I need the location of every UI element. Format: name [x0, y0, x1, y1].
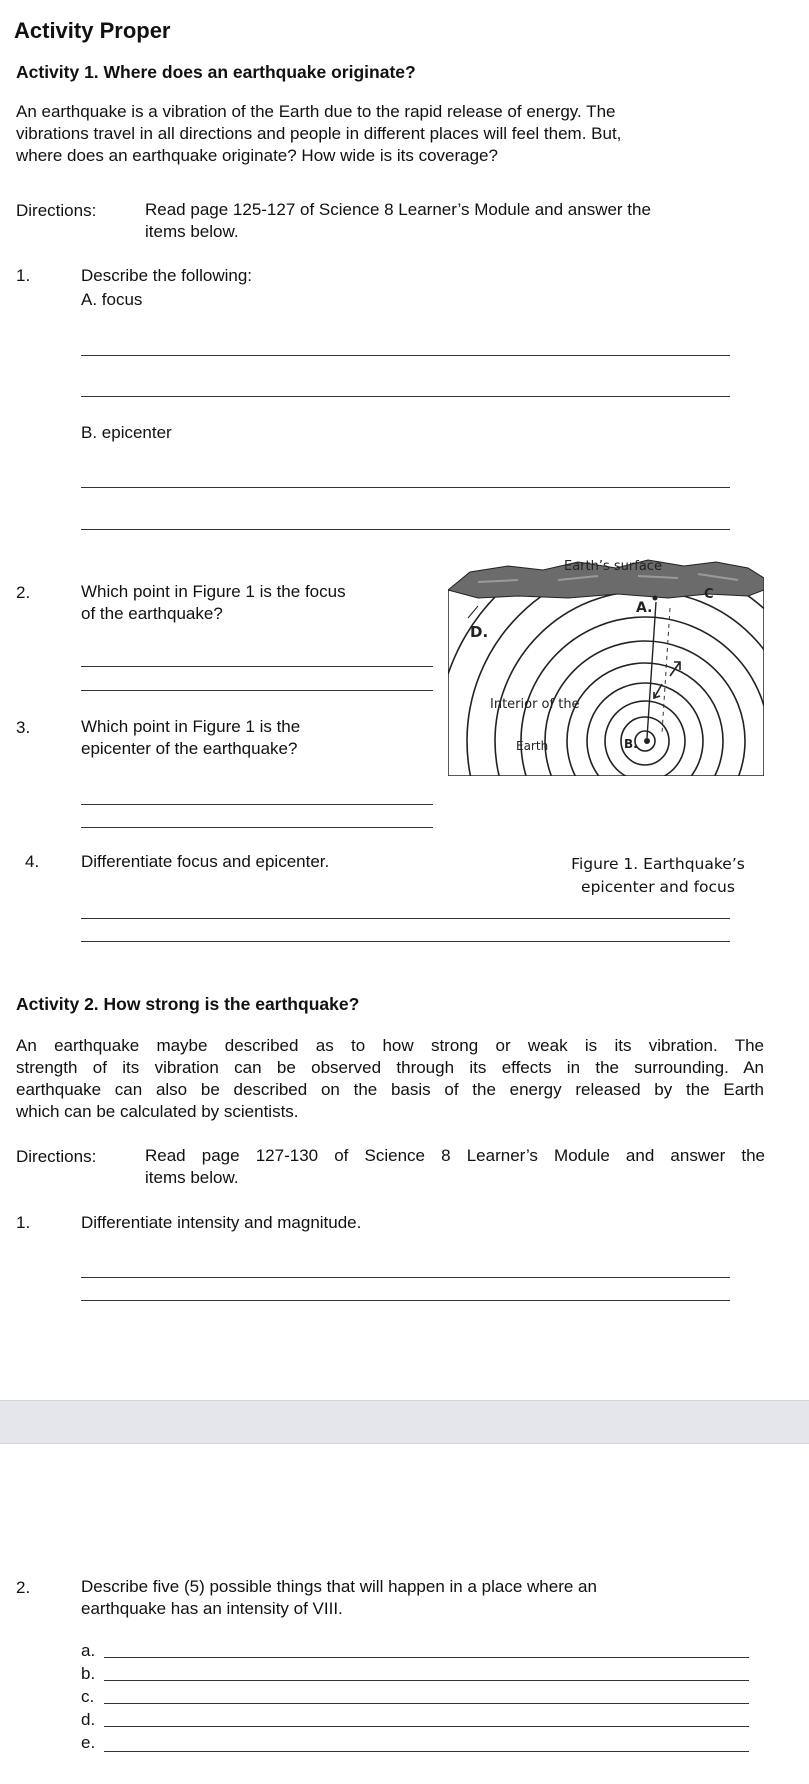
activity2-intro — [16, 1035, 764, 1123]
question-text — [81, 1576, 597, 1620]
activity2-heading: Activity 2. How strong is the earthquake? — [16, 994, 360, 1014]
figure-caption — [538, 853, 778, 899]
question-line: Which point in Figure 1 is the focus — [81, 582, 346, 601]
answer-line[interactable] — [81, 529, 730, 530]
answer-line[interactable] — [104, 1751, 749, 1752]
question-line: earthquake has an intensity of VIII. — [81, 1599, 343, 1618]
directions-label: Directions: — [16, 201, 97, 220]
question-number: 4. — [25, 852, 40, 871]
answer-line[interactable] — [81, 355, 730, 356]
epicenter-point — [653, 596, 658, 601]
label-earth-surface: Earth’s surface — [564, 559, 662, 574]
page-break-gap — [0, 1400, 809, 1443]
answer-line[interactable] — [81, 918, 730, 919]
activity1-heading: Activity 1. Where does an earthquake originate? — [16, 62, 416, 82]
caption-line: Figure 1. Earthquake’s — [571, 855, 745, 873]
label-earth: Earth — [516, 739, 549, 753]
question-number: 1. — [16, 1213, 31, 1232]
directions-line: Read page 125-127 of Science 8 Learner’s Module and answer the — [145, 200, 651, 219]
question-number: 1. — [16, 266, 31, 285]
question-text — [81, 581, 346, 625]
label-c: C — [704, 587, 714, 602]
caption-line: epicenter and focus — [581, 878, 735, 896]
question-line: epicenter of the earthquake? — [81, 739, 298, 758]
intro-line: strength of its vibration can be observed through its effects in the surrounding. An — [16, 1058, 764, 1077]
question-number: 3. — [16, 718, 31, 737]
answer-line[interactable] — [81, 690, 433, 691]
answer-line[interactable] — [81, 1277, 730, 1278]
intro-line: where does an earthquake originate? How wide is its coverage? — [16, 146, 498, 165]
question-line: Which point in Figure 1 is the — [81, 717, 301, 736]
directions-text — [145, 1145, 765, 1189]
intro-line: earthquake can also be described on the basis of the energy released by the Earth — [16, 1080, 764, 1099]
divider — [0, 1443, 809, 1444]
answer-line[interactable] — [81, 666, 433, 667]
answer-line[interactable] — [81, 1300, 730, 1301]
activity1-intro — [16, 101, 621, 167]
question-line: Describe five (5) possible things that will happen in a place where an — [81, 1577, 597, 1596]
question-number: 2. — [16, 583, 31, 602]
divider — [0, 1400, 809, 1401]
question-text: Differentiate focus and epicenter. — [81, 852, 330, 871]
answer-line[interactable] — [81, 487, 730, 488]
answer-line[interactable] — [104, 1657, 749, 1658]
answer-letter: a. — [81, 1641, 96, 1660]
question-line: of the earthquake? — [81, 604, 223, 623]
label-b: B. — [624, 737, 638, 751]
question-number: 2. — [16, 1578, 31, 1597]
label-d: D. — [470, 623, 489, 641]
answer-letter: e. — [81, 1733, 96, 1752]
answer-line[interactable] — [81, 804, 433, 805]
item-focus: A. focus — [81, 290, 143, 309]
page-title: Activity Proper — [14, 18, 171, 43]
earthquake-figure — [448, 558, 764, 776]
focus-point — [644, 738, 650, 744]
intro-line: An earthquake maybe described as to how strong or weak is its vibration. The — [16, 1036, 764, 1055]
directions-line: items below. — [145, 1168, 239, 1187]
answer-line[interactable] — [104, 1703, 749, 1704]
answer-line[interactable] — [104, 1726, 749, 1727]
answer-line[interactable] — [81, 827, 433, 828]
answer-letter: d. — [81, 1710, 96, 1729]
answer-line[interactable] — [104, 1680, 749, 1681]
question-text: Differentiate intensity and magnitude. — [81, 1213, 362, 1232]
answer-line[interactable] — [81, 396, 730, 397]
answer-line[interactable] — [81, 941, 730, 942]
label-interior: Interior of the — [490, 697, 580, 712]
directions-text — [145, 199, 651, 243]
answer-letter: b. — [81, 1664, 96, 1683]
question-text: Describe the following: — [81, 266, 253, 285]
directions-line: items below. — [145, 222, 239, 241]
intro-line: which can be calculated by scientists. — [16, 1102, 299, 1121]
question-text — [81, 716, 300, 760]
directions-line: Read page 127-130 of Science 8 Learner’s Module and answer the — [145, 1146, 765, 1165]
intro-line: vibrations travel in all directions and people in different places will feel them. But, — [16, 124, 622, 143]
intro-line: An earthquake is a vibration of the Earth due to the rapid release of energy. The — [16, 102, 616, 121]
label-a: A. — [636, 600, 653, 616]
answer-letter: c. — [81, 1687, 95, 1706]
item-epicenter: B. epicenter — [81, 423, 172, 442]
directions-label: Directions: — [16, 1147, 97, 1166]
